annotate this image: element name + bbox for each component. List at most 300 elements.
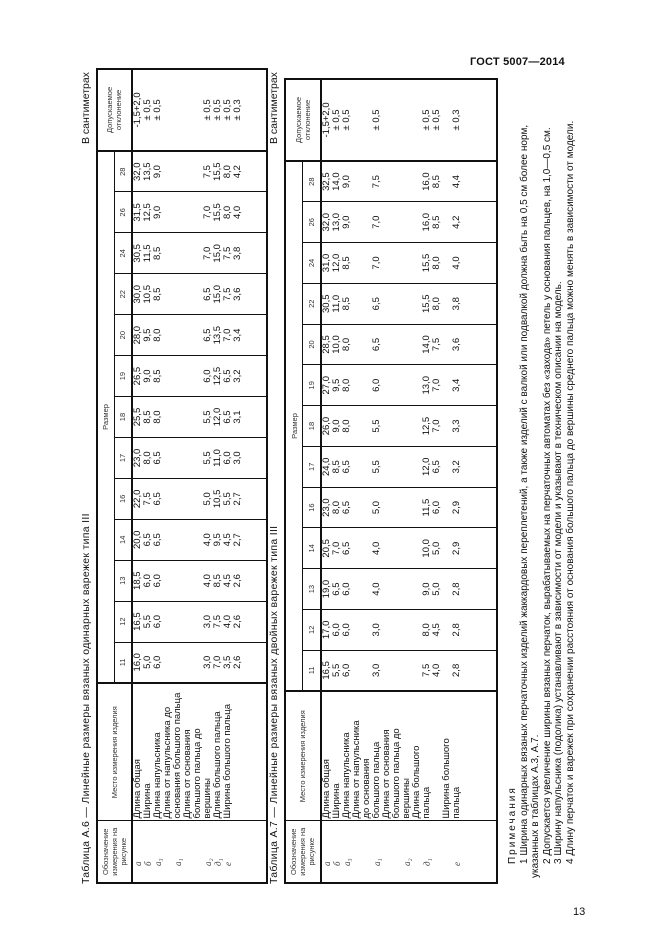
cell-value: 3,2 (450, 460, 462, 474)
cell-value: 8,0 (340, 419, 352, 433)
size-column-22 (132, 274, 267, 315)
cell-value: 8,0 (221, 205, 233, 220)
cell-value: 5,5 (141, 615, 153, 629)
cell-value: 4,0 (201, 533, 213, 547)
size-header: 19 (303, 365, 321, 406)
cell-value: 3,6 (231, 287, 243, 301)
cell-value: 9,0 (340, 175, 352, 189)
place-line: Длина общая (320, 759, 332, 819)
cell-value: 8,0 (430, 297, 442, 311)
col-header-symbol: Обозначение измерения на рисунке (97, 821, 132, 883)
cell-value: 9,0 (151, 205, 163, 220)
tolerance-value: ± 0,3 (450, 109, 462, 131)
cell-value: 12,0 (211, 407, 223, 427)
cell-value: 8,0 (221, 165, 233, 179)
cell-value: 3,4 (450, 378, 462, 392)
size-header: 28 (303, 161, 321, 202)
tolerance-value: ± 0,5 (201, 99, 213, 121)
cell-value: 20,0 (131, 530, 143, 550)
cell-value: 8,5 (151, 246, 163, 260)
cell-value: 16,5 (320, 661, 332, 680)
place-line: вершины (201, 777, 213, 819)
size-header: 19 (114, 356, 131, 397)
cell-value: 10,5 (141, 285, 153, 304)
size-header: 11 (114, 642, 131, 683)
header-row (285, 79, 303, 883)
symbol (382, 824, 392, 881)
size-column-12 (321, 609, 497, 650)
symbol (193, 824, 203, 881)
cell-value: 7,0 (430, 378, 442, 392)
place-line: Длина общая (131, 759, 143, 819)
size-column-28 (321, 161, 497, 202)
symbol: б (331, 861, 342, 866)
size-header: 22 (114, 274, 131, 315)
cell-value: 17,0 (320, 620, 332, 640)
cell-value: 5,5 (370, 419, 382, 433)
cell-value: 12,0 (420, 457, 432, 477)
col-header-size: Размер (285, 161, 303, 691)
cell-value: 9,0 (151, 165, 163, 179)
place-line: Ширина (330, 783, 342, 819)
cell-value: 12,0 (330, 253, 342, 273)
size-header: 24 (303, 243, 321, 284)
symbol (163, 824, 173, 881)
col-header-place: Место измерения изделия (285, 691, 321, 821)
cell-value: 6,0 (430, 500, 442, 515)
cell-value: 30,5 (131, 244, 143, 263)
place-line: Длина напульсника (340, 732, 352, 819)
cell-value: 6,0 (340, 663, 352, 677)
cell-value: 13,5 (141, 162, 153, 181)
place-line: вершины (400, 777, 412, 819)
cell-value: 5,5 (201, 410, 213, 424)
table-a6-caption: Таблица А.6 — Линейные размеры вязаных одинарных варежек типа III (80, 513, 92, 884)
table-body-row (321, 79, 497, 883)
cell-value: 6,0 (340, 623, 352, 637)
page-number: 13 (573, 906, 586, 918)
place-line: Длина напульсника (151, 732, 163, 819)
cell-value: 2,6 (231, 574, 243, 588)
size-column-22 (321, 283, 497, 324)
cell-value: 4,2 (231, 165, 243, 179)
place-column (132, 683, 267, 821)
cell-value: 4,0 (370, 541, 382, 555)
cell-value: 2,6 (231, 655, 243, 669)
size-column-26 (132, 192, 267, 233)
size-header: 17 (303, 446, 321, 487)
cell-value: 13,5 (211, 325, 223, 345)
cell-value: 8,0 (420, 623, 432, 637)
cell-value: 5,5 (201, 451, 213, 465)
symbol (183, 824, 193, 881)
cell-value: 13,0 (420, 376, 432, 395)
cell-value: 32,0 (320, 212, 332, 232)
cell-value: 6,5 (151, 451, 163, 465)
cell-value: 15,0 (211, 244, 223, 263)
cell-value: 3,8 (450, 297, 462, 311)
size-column-16 (321, 487, 497, 528)
cell-value: 11,5 (420, 498, 432, 517)
cell-value: 5,0 (430, 541, 442, 555)
size-column-14 (321, 528, 497, 569)
cell-value: 6,0 (330, 623, 342, 637)
cell-value: 9,0 (340, 215, 352, 229)
cell-value: 16,5 (131, 612, 143, 631)
cell-value: 18,5 (131, 571, 143, 590)
col-header-tolerance: Допускаемое отклонение (285, 79, 321, 161)
symbol: б (142, 861, 153, 866)
place-line: Длина большого пальца (211, 711, 223, 819)
cell-value: 19,0 (320, 579, 332, 599)
cell-value: 6,5 (151, 492, 163, 506)
symbol (352, 824, 362, 881)
size-header: 11 (303, 650, 321, 691)
symbol-column (321, 821, 497, 883)
size-header: 16 (303, 487, 321, 528)
cell-value: 2,9 (450, 541, 462, 555)
place-line: Ширина (141, 783, 153, 819)
symbol: а₂ (202, 858, 213, 866)
cell-value: 4,2 (450, 215, 462, 229)
cell-value: 6,5 (221, 410, 233, 424)
cell-value: 15,0 (211, 285, 223, 304)
cell-value: 5,5 (370, 460, 382, 474)
tolerance-value: ± 0,5 (221, 99, 233, 121)
cell-value: 16,0 (131, 653, 143, 672)
tolerance-value: ± 0,5 (141, 99, 153, 121)
cell-value: 4,0 (201, 574, 213, 588)
cell-value: 23,0 (320, 498, 332, 517)
size-header: 13 (114, 560, 131, 601)
cell-value: 4,0 (450, 256, 462, 270)
tolerance-value: ± 0,3 (231, 99, 243, 121)
size-column-18 (132, 397, 267, 438)
symbol: д₁ (421, 858, 432, 866)
symbol: а₁ (371, 858, 382, 866)
notes (507, 121, 576, 878)
place-line: Длина от напульсника до (161, 706, 173, 819)
cell-value: 11,0 (211, 449, 223, 467)
cell-value: 8,5 (430, 215, 442, 229)
cell-value: 6,0 (151, 615, 163, 629)
cell-value: 6,5 (340, 460, 352, 474)
cell-value: 7,0 (201, 246, 213, 260)
cell-value: 6,0 (370, 378, 382, 392)
size-column-19 (132, 356, 267, 397)
cell-value: 27,0 (320, 376, 332, 395)
units-label-a7: В сантиметрах (268, 72, 280, 144)
cell-value: 24,0 (320, 457, 332, 477)
size-column-14 (132, 519, 267, 560)
cell-value: 2,8 (450, 623, 462, 637)
cell-value: 3,3 (450, 419, 462, 433)
cell-value: 6,0 (151, 574, 163, 588)
size-header: 17 (114, 437, 131, 478)
cell-value: 4,0 (221, 615, 233, 629)
tolerance-value: ± 0,5 (340, 109, 352, 131)
cell-value: 6,5 (141, 533, 153, 547)
tolerance-value: -1,5+2,0 (131, 92, 143, 128)
cell-value: 6,0 (201, 369, 213, 383)
size-header: 26 (114, 192, 131, 233)
cell-value: 5,5 (221, 492, 233, 506)
size-header: 14 (114, 519, 131, 560)
cell-value: 2,9 (450, 500, 462, 515)
cell-value: 5,0 (430, 582, 442, 596)
cell-value: 4,0 (231, 205, 243, 220)
symbol: а₃ (152, 858, 163, 866)
col-header-tolerance: Допускаемое отклонение (97, 69, 132, 151)
place-line: большого пальца (370, 741, 382, 819)
cell-value: 8,5 (330, 460, 342, 474)
cell-value: 8,5 (340, 297, 352, 311)
cell-value: 6,5 (340, 500, 352, 515)
cell-value: 22,0 (131, 489, 143, 509)
standard-header: ГОСТ 5007—2014 (470, 56, 565, 68)
size-header: 20 (114, 315, 131, 356)
size-column-20 (132, 315, 267, 356)
cell-value: 8,5 (211, 574, 223, 588)
cell-value: 3,2 (231, 369, 243, 383)
cell-value: 8,0 (151, 328, 163, 342)
size-header: 18 (303, 406, 321, 447)
cell-value: 7,0 (221, 328, 233, 342)
size-header: 26 (303, 202, 321, 243)
cell-value: 32,5 (320, 172, 332, 191)
cell-value: 2,7 (231, 533, 243, 547)
cell-value: 7,5 (201, 165, 213, 179)
cell-value: 9,5 (211, 533, 223, 547)
table-a7-caption: Таблица А.7 — Линейные размеры вязаных двойных варежек типа III (268, 525, 280, 884)
cell-value: 10,0 (420, 539, 432, 558)
cell-value: 26,0 (320, 416, 332, 436)
cell-value: 6,5 (370, 337, 382, 352)
cell-value: 7,0 (370, 256, 382, 270)
symbol: а (132, 861, 143, 866)
note-1-continued: указанных в таблицах А.3, А.7. (530, 734, 541, 878)
size-column-28 (132, 151, 267, 192)
tolerance-value: ± 0,5 (420, 109, 432, 131)
place-line: пальца (450, 786, 462, 819)
cell-value: 9,5 (141, 328, 153, 342)
cell-value: 6,5 (201, 287, 213, 301)
cell-value: 9,0 (330, 419, 342, 433)
size-column-16 (132, 478, 267, 519)
cell-value: 7,5 (370, 175, 382, 189)
cell-value: 4,5 (221, 533, 233, 547)
cell-value: 31,5 (131, 203, 143, 222)
col-header-symbol: Обозначение измерения на рисунке (285, 821, 321, 883)
place-line: до основания (360, 758, 372, 819)
cell-value: 6,0 (141, 574, 153, 588)
cell-value: 31,0 (320, 253, 332, 273)
place-line: Ширина большого (440, 738, 452, 819)
cell-value: 8,0 (141, 451, 153, 465)
symbol: е (451, 862, 462, 866)
cell-value: 4,5 (221, 574, 233, 588)
cell-value: 23,0 (131, 448, 143, 468)
symbol: а₃ (341, 858, 352, 866)
cell-value: 8,5 (151, 369, 163, 383)
col-header-size: Размер (97, 151, 114, 683)
cell-value: 20,5 (320, 539, 332, 558)
size-header: 12 (114, 601, 131, 642)
cell-value: 6,0 (340, 582, 352, 596)
cell-value: 2,7 (231, 492, 243, 506)
tolerance-column (132, 69, 267, 151)
cell-value: 15,5 (420, 253, 432, 273)
place-line: основания большого пальца (171, 692, 183, 819)
size-column-13 (132, 560, 267, 601)
cell-value: 3,1 (231, 410, 243, 424)
size-column-11 (132, 642, 267, 683)
header-row (97, 69, 114, 883)
table-body-row (132, 69, 267, 883)
size-column-13 (321, 569, 497, 610)
place-line: большого пальца до (390, 728, 402, 819)
size-header: 14 (303, 528, 321, 569)
cell-value: 5,0 (370, 500, 382, 515)
place-line: большого пальца до (191, 728, 203, 819)
note-3: 3 Ширину напульсника (подолика) устанавливают в зависимости от модели и указывают в техническом описании на модель. (553, 281, 564, 864)
cell-value: 15,5 (211, 203, 223, 222)
cell-value: 16,0 (420, 212, 432, 232)
cell-value: 7,0 (330, 541, 342, 555)
cell-value: 3,8 (231, 246, 243, 260)
cell-value: 7,0 (201, 205, 213, 220)
note-4: 4 Длину перчаток и варежек при сохранении расстояния от основания большого пальца до вершины среднего пальца можно менять в зависимости от модели. (564, 120, 576, 864)
cell-value: 3,5 (221, 655, 233, 669)
cell-value: 7,0 (430, 419, 442, 433)
cell-value: 30,5 (320, 294, 332, 313)
cell-value: 3,0 (370, 623, 382, 637)
tolerance-value: ± 0,5 (370, 109, 382, 131)
cell-value: 6,5 (340, 541, 352, 555)
cell-value: 15,5 (420, 294, 432, 313)
place-line: пальца (420, 786, 432, 819)
cell-value: 14,0 (330, 172, 342, 191)
table-a6 (96, 68, 268, 884)
cell-value: 9,0 (420, 582, 432, 596)
units-label-a6: В сантиметрах (80, 72, 92, 144)
place-line: Длина большого (410, 745, 422, 819)
place-line: Ширина большого пальца (221, 703, 233, 819)
symbol: а₂ (401, 858, 412, 866)
symbol-column (132, 821, 267, 883)
cell-value: 7,5 (141, 492, 153, 506)
cell-value: 5,5 (330, 663, 342, 677)
cell-value: 3,0 (201, 655, 213, 669)
tolerance-value: ± 0,5 (151, 99, 163, 121)
symbol (233, 824, 243, 881)
size-column-26 (321, 202, 497, 243)
cell-value: 8,5 (430, 175, 442, 189)
place-line: Длина от напульсника (350, 720, 362, 819)
cell-value: 3,0 (370, 663, 382, 677)
cell-value: 4,0 (430, 663, 442, 677)
cell-value: 15,5 (211, 162, 223, 181)
cell-value: 28,5 (320, 335, 332, 354)
place-line: Длина от основания (380, 729, 392, 819)
place-line (233, 686, 243, 819)
cell-value: 3,0 (231, 451, 243, 465)
cell-value: 6,5 (201, 328, 213, 342)
cell-value: 6,0 (151, 655, 163, 669)
symbol (432, 824, 442, 881)
size-column-20 (321, 324, 497, 365)
cell-value: 6,5 (430, 460, 442, 474)
size-header: 20 (303, 324, 321, 365)
size-header: 28 (114, 151, 131, 192)
cell-value: 2,6 (231, 615, 243, 629)
size-header: 22 (303, 283, 321, 324)
cell-value: 7,5 (221, 246, 233, 260)
cell-value: 4,5 (430, 623, 442, 637)
cell-value: 8,0 (151, 410, 163, 424)
cell-value: 6,5 (330, 582, 342, 596)
cell-value: 11,0 (330, 294, 342, 313)
tolerance-column (321, 79, 497, 161)
size-header: 24 (114, 233, 131, 274)
cell-value: 3,6 (450, 337, 462, 352)
size-header: 12 (303, 609, 321, 650)
size-column-11 (321, 650, 497, 691)
size-column-17 (321, 446, 497, 487)
cell-value: 10,5 (211, 489, 223, 509)
cell-value: 25,5 (131, 407, 143, 427)
cell-value: 32,0 (131, 162, 143, 181)
cell-value: 10,0 (330, 335, 342, 354)
cell-value: 8,0 (430, 256, 442, 270)
place-line: Длина от основания (181, 729, 193, 819)
size-column-12 (132, 601, 267, 642)
cell-value: 28,0 (131, 325, 143, 345)
size-header: 16 (114, 478, 131, 519)
size-header: 18 (114, 397, 131, 438)
size-column-24 (321, 243, 497, 284)
cell-value: 5,0 (141, 655, 153, 669)
cell-value: 7,5 (430, 337, 442, 352)
size-column-24 (132, 233, 267, 274)
cell-value: 8,0 (340, 378, 352, 392)
symbol (392, 824, 402, 881)
tolerance-value: ± 0,5 (330, 109, 342, 131)
cell-value: 4,0 (370, 582, 382, 596)
tolerance-value: -1,5+2,0 (320, 102, 332, 138)
tolerance-value: ± 0,5 (430, 109, 442, 131)
cell-value: 7,0 (370, 215, 382, 229)
cell-value: 2,8 (450, 663, 462, 677)
place-column (321, 691, 497, 821)
cell-value: 8,0 (330, 500, 342, 515)
symbol: а₁ (172, 858, 183, 866)
cell-value: 4,4 (450, 175, 462, 189)
cell-value: 14,0 (420, 335, 432, 354)
cell-value: 7,5 (420, 663, 432, 677)
cell-value: 26,5 (131, 366, 143, 386)
cell-value: 7,5 (211, 615, 223, 629)
note-2: 2 Допускается увеличение ширины вязаных перчаток, вырабатываемых на перчаточных автоматах без «захода» петель у основания пальцев, на 1,0—0,5 см. (541, 127, 553, 864)
cell-value: 8,5 (141, 410, 153, 424)
cell-value: 12,5 (420, 416, 432, 436)
cell-value: 6,5 (370, 297, 382, 311)
cell-value: 13,0 (330, 212, 342, 232)
cell-value: 8,0 (340, 337, 352, 352)
cell-value: 8,5 (340, 256, 352, 270)
cell-value: 30,0 (131, 285, 143, 304)
cell-value: 9,0 (141, 369, 153, 383)
